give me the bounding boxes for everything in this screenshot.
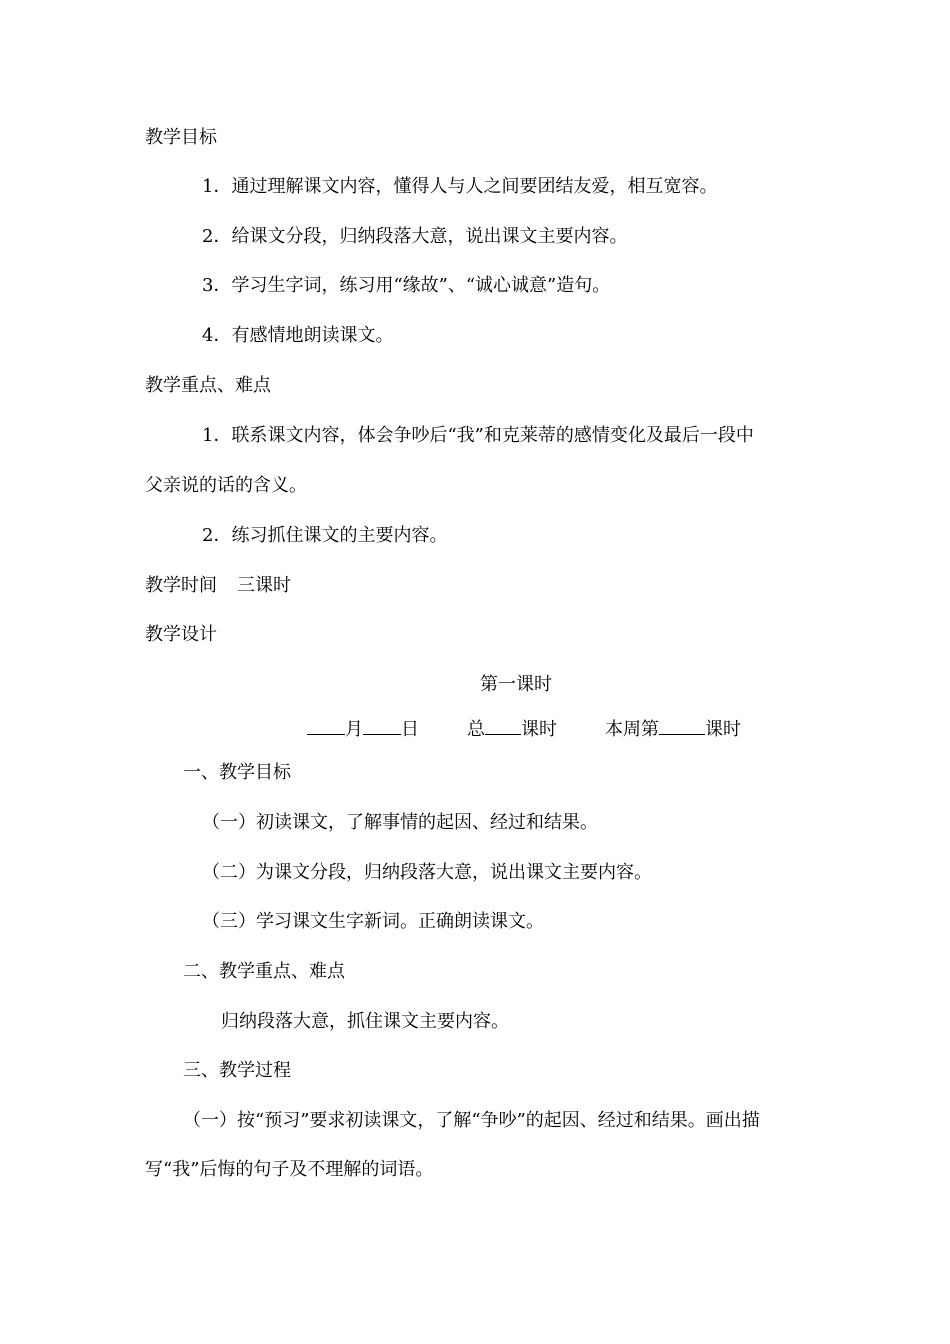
section-1-heading: 一、教学目标: [183, 762, 291, 783]
goal-item-2: 2．给课文分段，归纳段落大意，说出课文主要内容。: [202, 226, 628, 247]
goal-item-4: 4．有感情地朗读课文。: [202, 325, 394, 346]
section-2-text: 归纳段落大意，抓住课文主要内容。: [221, 1011, 509, 1032]
teaching-time-value: 三课时: [237, 575, 291, 596]
design-heading: 教学设计: [145, 624, 217, 645]
teaching-time-label: 教学时间: [145, 575, 217, 596]
key-point-2: 2．练习抓住课文的主要内容。: [202, 525, 448, 546]
goal-item-3: 3．学习生字词，练习用“缘故”、“诚心诚意”造句。: [202, 275, 611, 296]
goal-item-1: 1．通过理解课文内容，懂得人与人之间要团结友爱，相互宽容。: [202, 176, 718, 197]
section-3-paragraph-line-1: （一）按“预习”要求初读课文，了解“争吵”的起因、经过和结果。画出描: [183, 1110, 760, 1131]
month-label: 月: [345, 719, 363, 740]
goals-heading: 教学目标: [145, 127, 217, 148]
section-1-item-3: （三）学习课文生字新词。正确朗读课文。: [202, 911, 544, 932]
week-unit-label: 课时: [705, 719, 741, 740]
section-2-heading: 二、教学重点、难点: [183, 961, 345, 982]
week-label: 本周第: [605, 719, 659, 740]
month-blank[interactable]: [307, 716, 345, 735]
day-blank[interactable]: [363, 716, 401, 735]
key-points-heading: 教学重点、难点: [145, 375, 271, 396]
total-blank[interactable]: [485, 716, 521, 735]
section-3-heading: 三、教学过程: [183, 1060, 291, 1081]
teaching-time: [145, 574, 291, 598]
section-1-item-1: （一）初读课文，了解事情的起因、经过和结果。: [202, 812, 598, 833]
key-point-1-line-2: 父亲说的话的含义。: [145, 475, 307, 496]
week-blank[interactable]: [659, 716, 705, 735]
schedule-line: [307, 716, 741, 740]
lesson-unit-label: 课时: [521, 719, 557, 740]
lesson-title: 第一课时: [480, 674, 552, 695]
key-point-1-line-1: 1．联系课文内容，体会争吵后“我”和克莱蒂的感情变化及最后一段中: [202, 425, 754, 446]
day-label: 日: [401, 719, 419, 740]
section-1-item-2: （二）为课文分段，归纳段落大意，说出课文主要内容。: [202, 862, 652, 883]
total-label: 总: [467, 719, 485, 740]
section-3-paragraph-line-2: 写“我”后悔的句子及不理解的词语。: [145, 1159, 434, 1180]
